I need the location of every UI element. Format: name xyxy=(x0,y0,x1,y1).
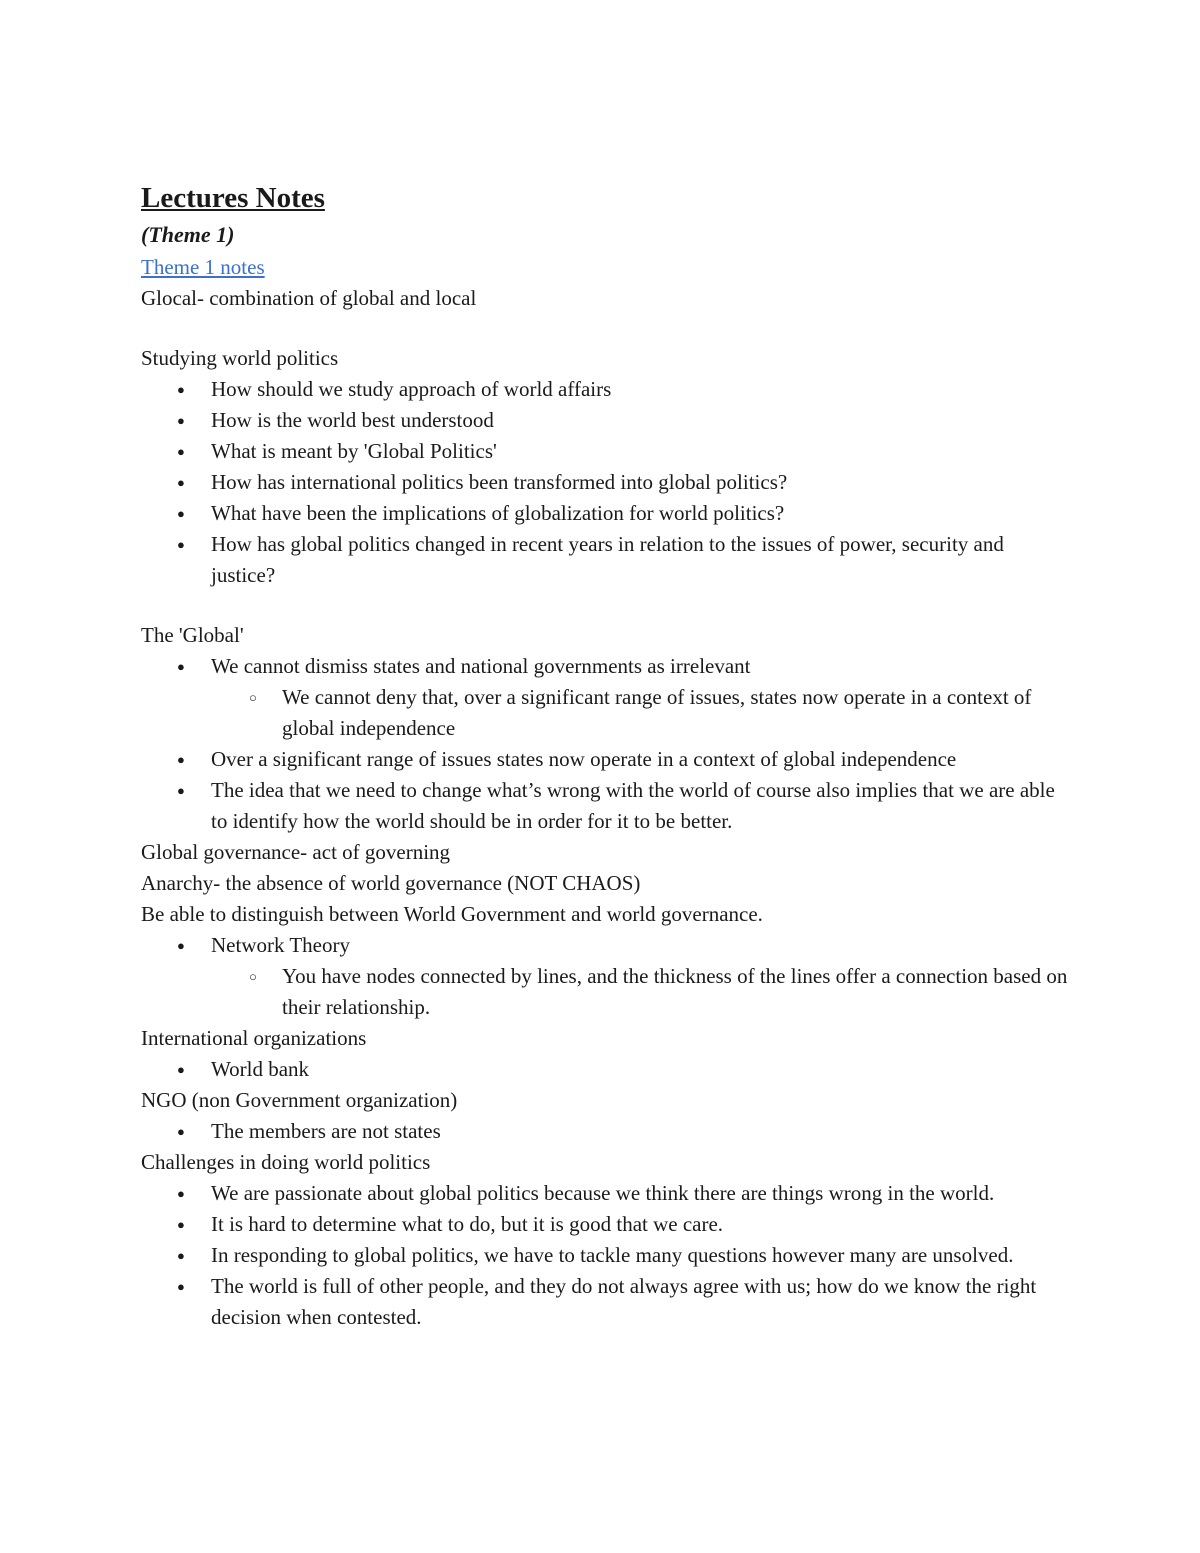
document-page xyxy=(141,178,1071,1333)
list-item: ● The world is full of other people, and they do not always agree with us; how do we know the right decision when contested. xyxy=(141,1271,1071,1333)
ngo-heading: NGO (non Government organization) xyxy=(141,1088,458,1112)
theme-notes-link[interactable]: Theme 1 notes xyxy=(141,255,265,279)
ngo-list xyxy=(141,1116,1071,1147)
list-item: ● In responding to global politics, we have to tackle many questions however many are unsolved. xyxy=(141,1240,1071,1271)
list-item: ● What have been the implications of globalization for world politics? xyxy=(141,498,1071,529)
governance-definition: Global governance- act of governing xyxy=(141,840,451,864)
list-item: ● How should we study approach of world affairs xyxy=(141,374,1071,405)
list-item: ● It is hard to determine what to do, but it is good that we care. xyxy=(141,1209,1071,1240)
list-item: ● What is meant by 'Global Politics' xyxy=(141,436,1071,467)
page-subtitle: (Theme 1) xyxy=(141,222,235,247)
studying-heading: Studying world politics xyxy=(141,346,339,370)
sub-list-item: ○ We cannot deny that, over a significant range of issues, states now operate in a context of global independence xyxy=(141,682,1071,744)
intl-orgs-list xyxy=(141,1054,1071,1085)
global-heading: The 'Global' xyxy=(141,623,244,647)
list-item: ● Network Theory xyxy=(141,930,1071,961)
page-title: Lectures Notes xyxy=(141,182,325,214)
challenges-heading: Challenges in doing world politics xyxy=(141,1150,431,1174)
intl-orgs-heading: International organizations xyxy=(141,1026,367,1050)
sub-list-item: ○ You have nodes connected by lines, and the thickness of the lines offer a connection based on their relationship. xyxy=(141,961,1071,1023)
list-item: ● The members are not states xyxy=(141,1116,1071,1147)
spacer xyxy=(141,314,1071,343)
network-list xyxy=(141,930,1071,1023)
glocal-definition: Glocal- combination of global and local xyxy=(141,286,477,310)
global-list xyxy=(141,651,1071,837)
list-item: ● We cannot dismiss states and national governments as irrelevant xyxy=(141,651,1071,682)
list-item: ● How has international politics been transformed into global politics? xyxy=(141,467,1071,498)
list-item: ● Over a significant range of issues states now operate in a context of global independence xyxy=(141,744,1071,775)
list-item: ● The idea that we need to change what’s wrong with the world of course also implies that we are able to identify how the world should be in order for it to be better. xyxy=(141,775,1071,837)
list-item: ● How is the world best understood xyxy=(141,405,1071,436)
anarchy-definition: Anarchy- the absence of world governance (NOT CHAOS) xyxy=(141,871,641,895)
studying-list xyxy=(141,374,1071,591)
distinguish-note: Be able to distinguish between World Government and world governance. xyxy=(141,902,763,926)
list-item: ● World bank xyxy=(141,1054,1071,1085)
list-item: ● We are passionate about global politics because we think there are things wrong in the world. xyxy=(141,1178,1071,1209)
challenges-list xyxy=(141,1178,1071,1333)
list-item: ● How has global politics changed in recent years in relation to the issues of power, security and justice? xyxy=(141,529,1071,591)
spacer xyxy=(141,591,1071,620)
